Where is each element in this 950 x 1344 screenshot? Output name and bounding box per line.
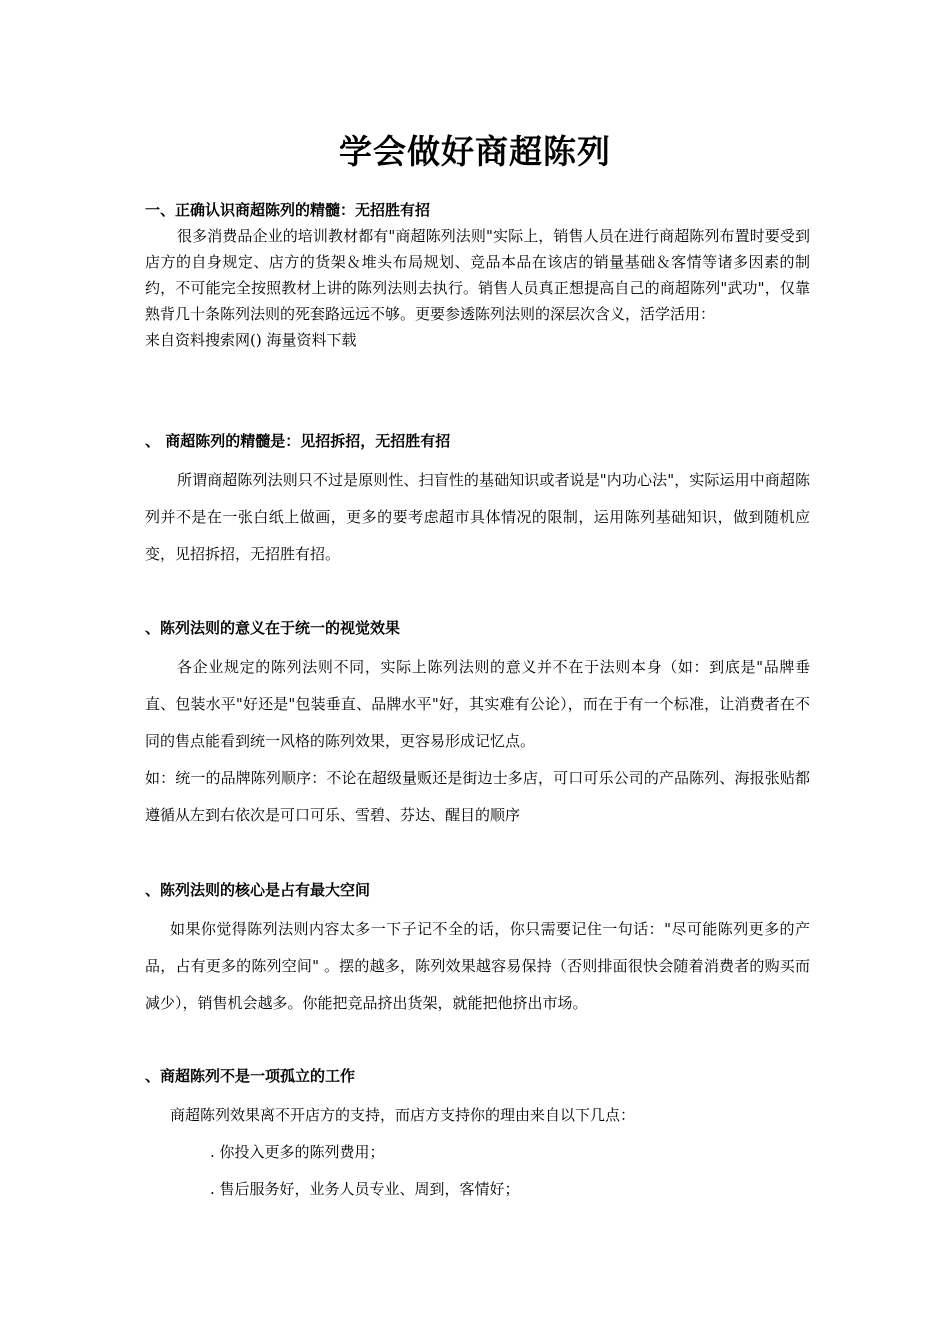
example-paragraph: 如：统一的品牌陈列顺序：不论在超级量贩还是街边士多店，可口可乐公司的产品陈列、海报张贴都遵循从左到右依次是可口可乐、雪碧、芬达、醒目的顺序 bbox=[145, 769, 810, 824]
section-5 bbox=[145, 1063, 810, 1208]
section-heading: 、陈列法则的核心是占有最大空间 bbox=[145, 881, 371, 899]
section-heading: 一、正确认识商超陈列的精髓：无招胜有招 bbox=[145, 201, 431, 219]
document-title: 学会做好商超陈列 bbox=[339, 132, 611, 171]
list-item: . 你投入更多的陈列费用； bbox=[210, 1143, 385, 1161]
section-heading: 、 商超陈列的精髓是：见招拆招，无招胜有招 bbox=[145, 432, 451, 450]
section-2 bbox=[145, 428, 810, 573]
section-1 bbox=[145, 197, 810, 353]
section-paragraph: 很多消费品企业的培训教材都有"商超陈列法则"实际上，销售人员在进行商超陈列布置时要受到店方的自身规定、店方的货架＆堆头布局规划、竞品本品在该店的销量基础＆客情等诸多因素的制约，不可能完全按照教材上讲的陈列法则去执行。销售人员真正想提高自己的商超陈列"武功"，仅靠熟背几十条陈列法则的死套路远远不够。更要参透陈列法则的深层次含义，活学活用： bbox=[145, 227, 810, 323]
section-heading: 、商超陈列不是一项孤立的工作 bbox=[145, 1067, 356, 1085]
section-3 bbox=[145, 615, 810, 834]
source-note: 来自资料搜索网() 海量资料下载 bbox=[145, 331, 357, 349]
section-paragraph: 商超陈列效果离不开店方的支持，而店方支持你的理由来自以下几点： bbox=[170, 1106, 636, 1124]
list-item: . 售后服务好，业务人员专业、周到，客情好； bbox=[210, 1180, 520, 1198]
section-heading: 、陈列法则的意义在于统一的视觉效果 bbox=[145, 619, 401, 637]
section-paragraph: 所谓商超陈列法则只不过是原则性、扫盲性的基础知识或者说是"内功心法"，实际运用中商超陈列并不是在一张白纸上做画，更多的要考虑超市具体情况的限制，运用陈列基础知识，做到随机应变，见招拆招，无招胜有招。 bbox=[145, 471, 810, 563]
section-paragraph: 如果你觉得陈列法则内容太多一下子记不全的话，你只需要记住一句话："尽可能陈列更多的产品，占有更多的陈列空间" 。摆的越多，陈列效果越容易保持（否则排面很快会随着消费者的购买而减少），销售机会越多。你能把竞品挤出货架，就能把他挤出市场。 bbox=[145, 920, 810, 1012]
section-4 bbox=[145, 877, 810, 1022]
section-paragraph: 各企业规定的陈列法则不同，实际上陈列法则的意义并不在于法则本身（如：到底是"品牌垂直、包装水平"好还是"包装垂直、品牌水平"好，其实难有公论），而在于有一个标准，让消费者在不同的售点能看到统一风格的陈列效果，更容易形成记忆点。 bbox=[145, 658, 810, 750]
